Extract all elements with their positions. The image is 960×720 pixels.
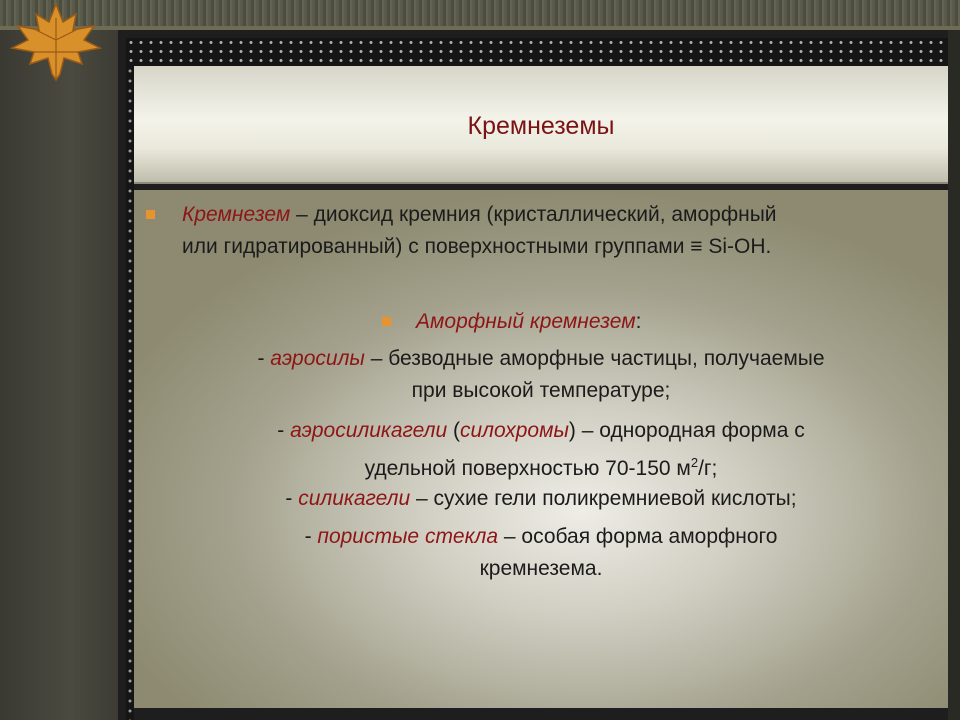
item2-line2-suffix: /г; xyxy=(698,457,718,480)
slide-title: Кремнеземы xyxy=(467,112,615,140)
term-aerosils: аэросилы xyxy=(270,347,365,370)
item4-line2: кремнезема. xyxy=(479,557,603,580)
item2-superscript: 2 xyxy=(690,455,699,470)
item4-line1 xyxy=(134,522,948,552)
term-amorphous-silica: Аморфный кремнезем xyxy=(416,310,636,333)
bullet-square-icon xyxy=(382,317,391,326)
content-panel xyxy=(134,190,948,708)
item4-rest: – особая форма аморфного xyxy=(498,525,778,548)
dotted-border-top xyxy=(126,38,948,66)
maple-leaf-icon xyxy=(6,0,106,82)
term-silica: Кремнезем xyxy=(182,203,291,226)
dotted-border-left xyxy=(126,66,134,720)
left-decor-band xyxy=(0,0,118,720)
bullet1-line2: или гидратированный) с поверхностными группами ≡ Si-OH. xyxy=(182,235,772,258)
term-silochromes: силохромы xyxy=(459,419,569,442)
term-porous-glasses: пористые стекла xyxy=(317,525,499,548)
item1-line1 xyxy=(134,344,948,374)
item3-line1 xyxy=(134,484,948,514)
item2-paren: ( xyxy=(447,419,460,442)
item2-line2 xyxy=(134,448,948,484)
item-dash: - xyxy=(257,347,271,370)
item1-rest: – безводные аморфные частицы, получаемые xyxy=(364,347,825,370)
bullet2-suffix: : xyxy=(635,310,642,333)
bullet2-line xyxy=(416,307,641,337)
title-bar xyxy=(134,66,948,184)
term-silicagels: силикагели xyxy=(298,487,411,510)
item3-rest: – сухие гели поликремниевой кислоты; xyxy=(410,487,797,510)
item-dash: - xyxy=(277,419,291,442)
bullet1-text1: – диоксид кремния (кристаллический, аморфный xyxy=(290,203,777,226)
term-aerosilicagels: аэросиликагели xyxy=(290,419,448,442)
item-dash: - xyxy=(304,525,318,548)
item-dash: - xyxy=(285,487,299,510)
item2-line2-prefix: удельной поверхностью 70-150 м xyxy=(364,457,691,480)
bullet1-line1 xyxy=(182,200,777,230)
item2-line1 xyxy=(134,416,948,446)
bullet-square-icon xyxy=(146,210,155,219)
right-decor-band xyxy=(948,30,960,720)
item1-line2: при высокой температуре; xyxy=(411,379,671,402)
item2-rest: ) – однородная форма с xyxy=(568,419,805,442)
